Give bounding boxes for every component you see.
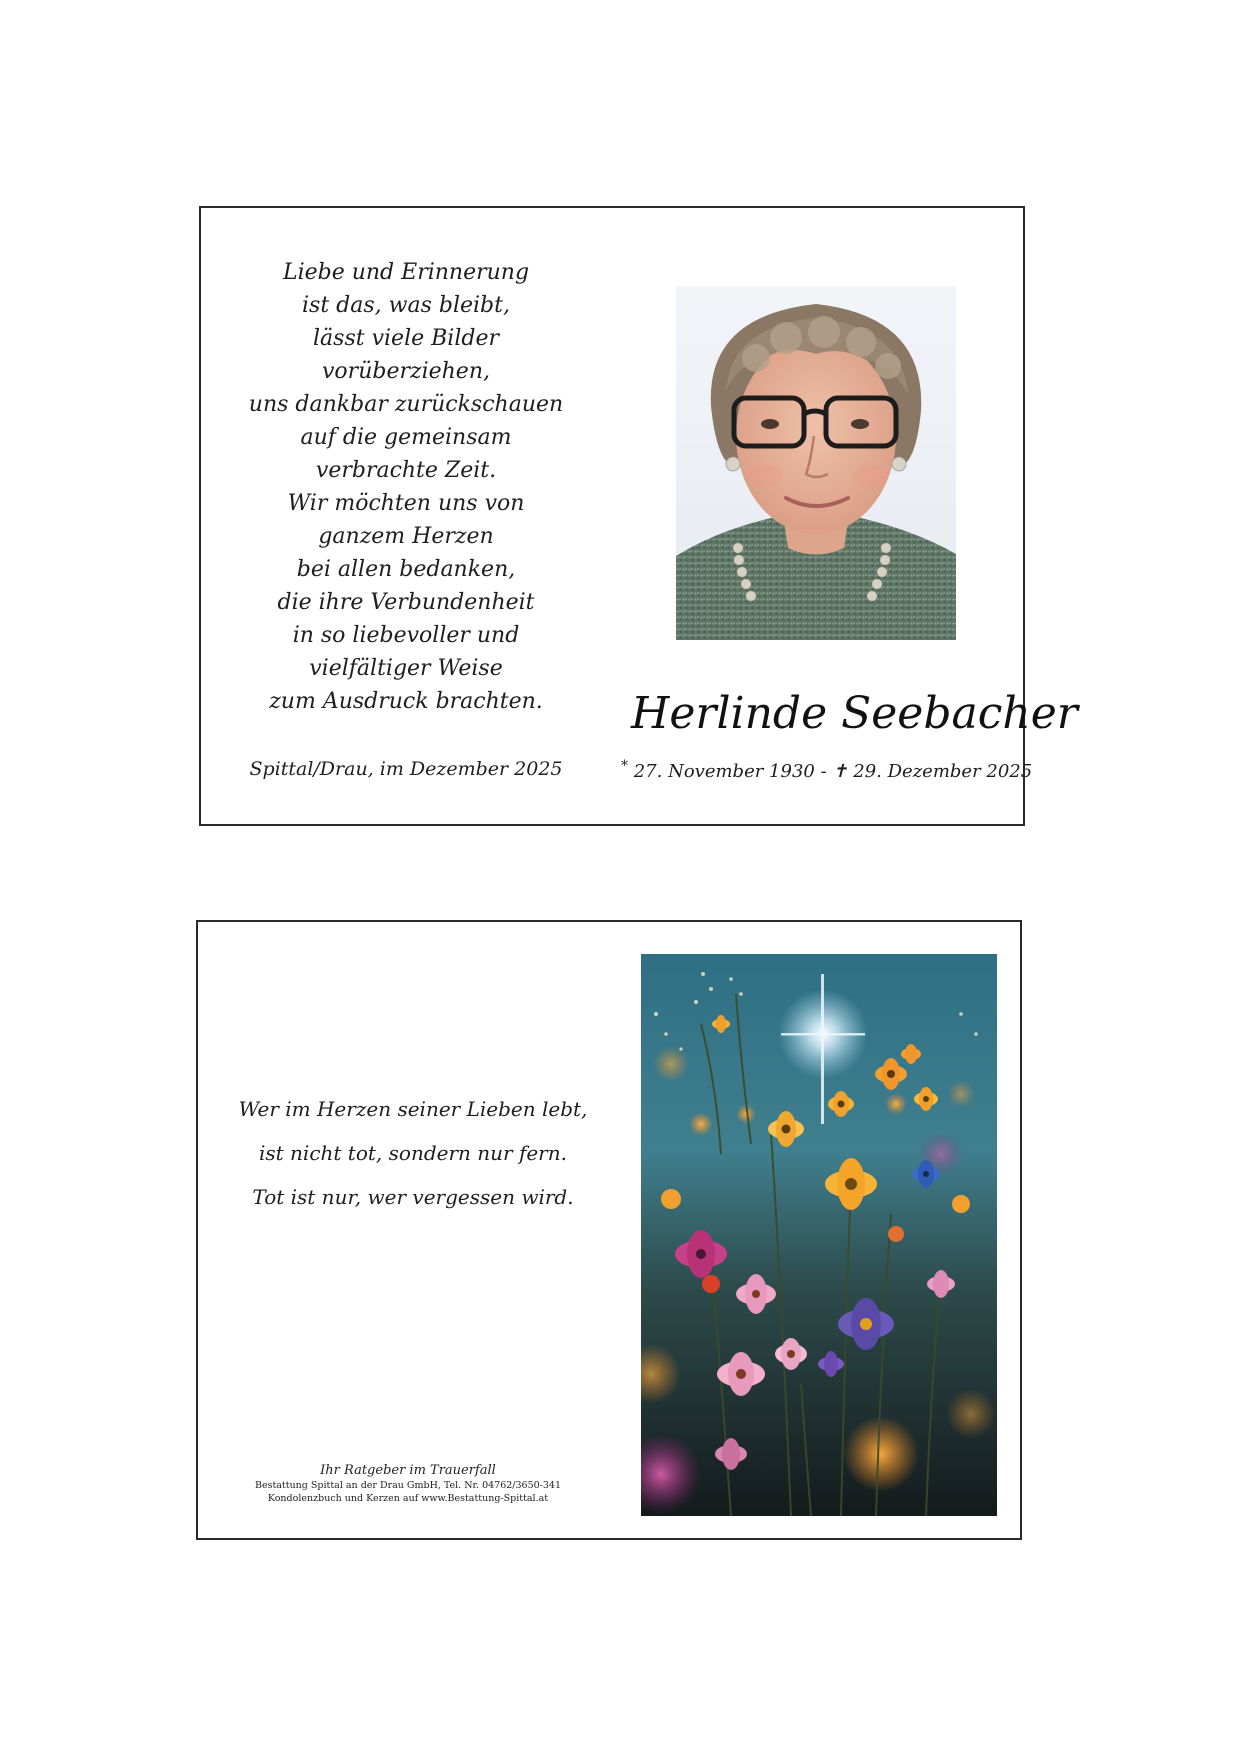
poem-line: zum Ausdruck brachten. xyxy=(269,689,543,714)
memorial-poem xyxy=(241,256,571,718)
birth-symbol: * xyxy=(621,758,628,774)
footer-condolence: Kondolenzbuch und Kerzen auf www.Bestattung-Spittal.at xyxy=(267,1493,549,1504)
date-separator: - xyxy=(820,761,827,782)
death-cross-icon: ✝ xyxy=(832,761,848,782)
poem-line: die ihre Verbundenheit xyxy=(277,590,535,615)
quote-line: ist nicht tot, sondern nur fern. xyxy=(259,1141,567,1165)
footer-company: Bestattung Spittal an der Drau GmbH, Tel. Nr. 04762/3650-341 xyxy=(254,1480,562,1491)
birth-date: 27. November 1930 xyxy=(633,761,815,782)
place-and-date: Spittal/Drau, im Dezember 2025 xyxy=(249,758,563,780)
poem-line: auf die gemeinsam xyxy=(300,425,512,450)
poem-line: vielfältiger Weise xyxy=(309,656,503,681)
life-dates xyxy=(621,758,1033,782)
quote-line: Wer im Herzen seiner Lieben lebt, xyxy=(238,1097,588,1121)
poem-line: ist das, was bleibt, xyxy=(302,293,510,318)
flower-meadow-photo xyxy=(641,954,997,1516)
quote-line: Tot ist nur, wer vergessen wird. xyxy=(252,1185,574,1209)
poem-line: verbrachte Zeit. xyxy=(315,458,497,483)
poem-line: uns dankbar zurückschauen xyxy=(248,392,564,417)
poem-line: lässt viele Bilder xyxy=(313,326,499,351)
funeral-home-footer xyxy=(238,1462,578,1505)
poem-line: bei allen bedanken, xyxy=(296,557,516,582)
death-date: 29. Dezember 2025 xyxy=(853,761,1033,782)
portrait-photo xyxy=(676,286,956,640)
memorial-quote xyxy=(228,1087,598,1219)
poem-line: Liebe und Erinnerung xyxy=(282,260,530,285)
poem-line: in so liebevoller und xyxy=(292,623,520,648)
footer-tagline: Ihr Ratgeber im Trauerfall xyxy=(320,1463,496,1478)
poem-line: ganzem Herzen xyxy=(318,524,494,549)
poem-line: Wir möchten uns von xyxy=(287,491,525,516)
poem-line: vorüberziehen, xyxy=(322,359,490,384)
deceased-name: Herlinde Seebacher xyxy=(631,688,1078,739)
memorial-card-outside xyxy=(196,920,1022,1540)
memorial-card-inside xyxy=(199,206,1078,826)
